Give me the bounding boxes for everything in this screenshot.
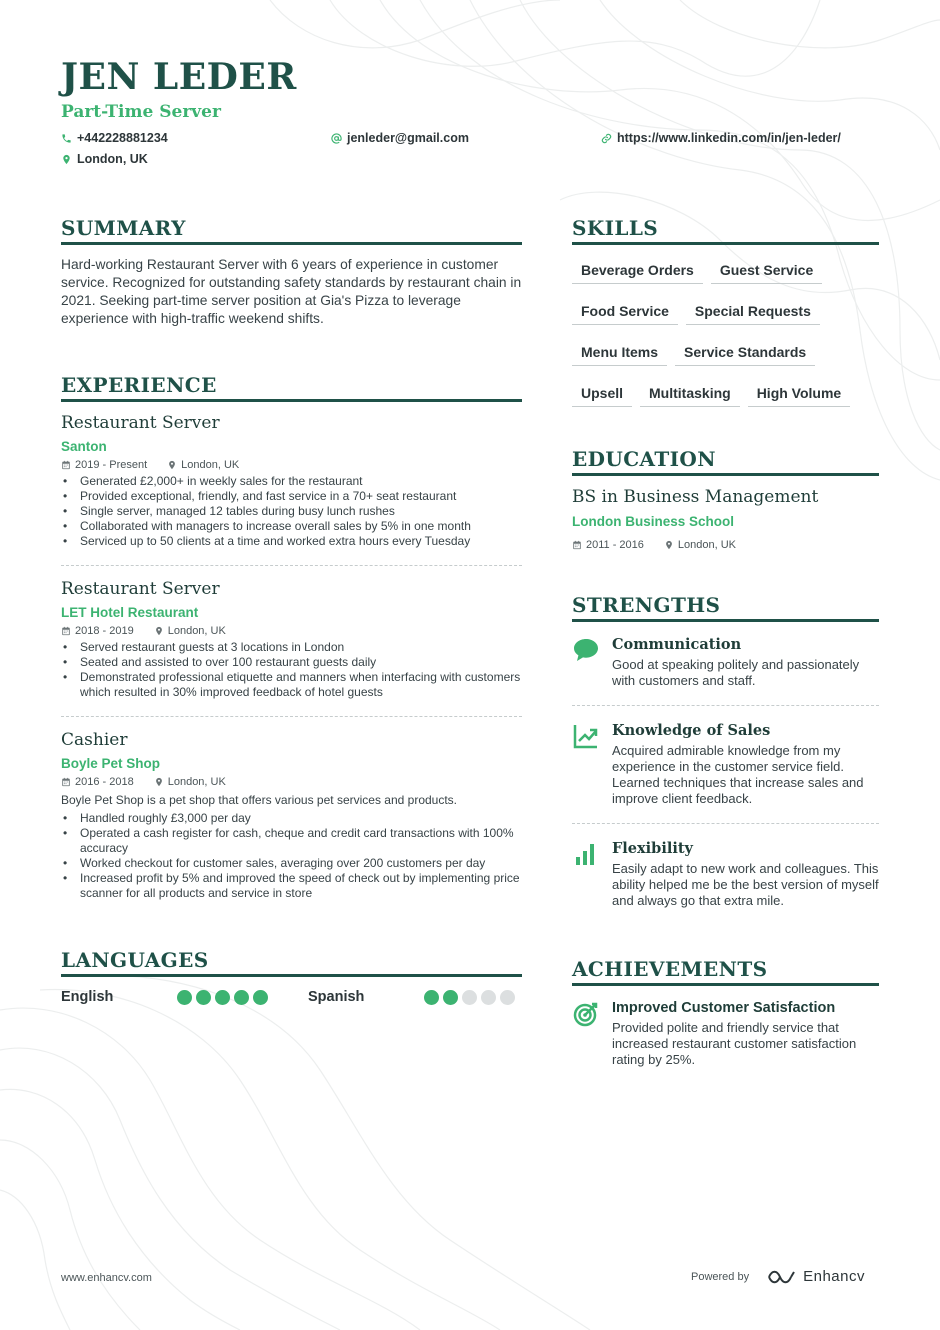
- language-name: English: [61, 989, 114, 1005]
- education-location: London, UK: [677, 539, 737, 551]
- contact-location-text: London, UK: [77, 152, 148, 166]
- job-dates: 2018 - 2019: [75, 625, 134, 637]
- bar-chart-icon: [572, 840, 600, 868]
- level-dot-empty: [481, 990, 496, 1005]
- achievement-item: [572, 1000, 879, 1068]
- level-dot-filled: [177, 990, 192, 1005]
- job-bullet: • Seated and assisted to over 100 restaurant guests daily: [61, 655, 523, 670]
- calendar-icon: [61, 460, 71, 470]
- skill-tag: Service Standards: [675, 340, 815, 366]
- job-title: Cashier: [61, 730, 128, 750]
- skills-heading: SKILLS: [572, 216, 879, 245]
- calendar-icon: [572, 540, 582, 550]
- strength-item: [572, 840, 879, 909]
- footer-website[interactable]: www.enhancv.com: [61, 1272, 152, 1284]
- skill-tag: Beverage Orders: [572, 258, 703, 284]
- skill-tag: Menu Items: [572, 340, 667, 366]
- at-icon: [331, 133, 342, 144]
- job-location: London, UK: [167, 625, 226, 637]
- calendar-icon: [61, 626, 71, 636]
- brand-logo[interactable]: [767, 1268, 865, 1285]
- job-bullet: • Collaborated with managers to increase overall sales by 5% in one month: [61, 519, 523, 534]
- job-location: London, UK: [167, 776, 226, 788]
- location-pin-icon: [154, 626, 164, 636]
- job-meta: [61, 459, 523, 471]
- experience-item: [61, 413, 523, 549]
- job-meta: [61, 776, 523, 788]
- phone-icon: [61, 133, 72, 144]
- education-dates: 2011 - 2016: [586, 539, 644, 551]
- skill-tag: Food Service: [572, 299, 678, 325]
- location-pin-icon: [664, 540, 674, 550]
- job-meta: [61, 625, 523, 637]
- divider: [61, 565, 522, 566]
- job-dates: 2016 - 2018: [75, 776, 134, 788]
- contact-location: [61, 152, 148, 166]
- job-bullet: • Handled roughly £3,000 per day: [61, 811, 523, 826]
- job-company: Santon: [61, 439, 107, 454]
- strength-text: Acquired admirable knowledge from my experience in the customer service field. Learned techniques that increase sales and improve client feedback.: [612, 743, 864, 806]
- job-bullet: • Provided exceptional, friendly, and fast service in a 70+ seat restaurant: [61, 489, 523, 504]
- strength-title: Flexibility: [612, 840, 693, 857]
- education-school: London Business School: [572, 514, 735, 529]
- level-dot-filled: [424, 990, 439, 1005]
- job-dates: 2019 - Present: [75, 459, 148, 471]
- job-bullet: • Generated £2,000+ in weekly sales for the restaurant: [61, 474, 523, 489]
- job-company: LET Hotel Restaurant: [61, 605, 199, 620]
- education-meta: [572, 539, 736, 551]
- strength-text: Easily adapt to new work and colleagues. This ability helped me be the best version of myself and always go that extra mile.: [612, 861, 879, 908]
- footer-branding: [691, 1268, 865, 1285]
- level-dot-filled: [234, 990, 249, 1005]
- divider: [572, 705, 879, 706]
- strength-item: [572, 722, 879, 807]
- education-heading: EDUCATION: [572, 447, 879, 476]
- strength-text: Good at speaking politely and passionately with customers and staff.: [612, 657, 860, 688]
- contact-email-text: jenleder@gmail.com: [347, 131, 469, 145]
- languages-heading: LANGUAGES: [61, 948, 522, 977]
- target-icon: [572, 1000, 600, 1028]
- job-bullet: • Operated a cash register for cash, cheque and credit card transactions with 100% accuracy: [61, 826, 523, 856]
- resume-name: JEN LEDER: [61, 56, 297, 98]
- contact-phone-text: +442228881234: [77, 131, 168, 145]
- location-pin-icon: [154, 777, 164, 787]
- job-location: London, UK: [181, 459, 240, 471]
- powered-by-label: Powered by: [691, 1270, 750, 1283]
- job-bullet: • Worked checkout for customer sales, averaging over 200 customers per day: [61, 856, 523, 871]
- job-bullets: [61, 811, 523, 901]
- link-icon: [601, 133, 612, 144]
- trend-up-icon: [572, 722, 600, 750]
- divider: [572, 823, 879, 824]
- strength-title: Knowledge of Sales: [612, 722, 771, 739]
- level-dot-filled: [215, 990, 230, 1005]
- level-dot-empty: [500, 990, 515, 1005]
- experience-heading: EXPERIENCE: [61, 373, 522, 402]
- level-dot-filled: [253, 990, 268, 1005]
- achievement-text: Provided polite and friendly service that increased restaurant customer satisfaction rating by 25%.: [612, 1020, 857, 1067]
- resume-role: Part-Time Server: [61, 102, 221, 122]
- location-pin-icon: [167, 460, 177, 470]
- calendar-icon: [61, 777, 71, 787]
- experience-item: [61, 730, 523, 901]
- skills-list: [572, 258, 880, 422]
- skill-tag: High Volume: [748, 381, 851, 407]
- summary-text: Hard-working Restaurant Server with 6 years of experience in customer service. Recognized for outstanding safety standards by restaurant chain in 2021. Seeking part-time server position at Gia's Pizza to leverage experience with high-traffic weekend shifts.: [61, 257, 522, 326]
- level-dot-empty: [462, 990, 477, 1005]
- job-bullet: • Increased profit by 5% and improved the speed of check out by implementing price scanner for all products and service in store: [61, 871, 523, 901]
- job-bullet: • Serviced up to 50 clients at a time and worked extra hours every Tuesday: [61, 534, 523, 549]
- job-title: Restaurant Server: [61, 413, 220, 433]
- contact-linkedin-text: https://www.linkedin.com/in/jen-leder/: [617, 131, 841, 145]
- job-company: Boyle Pet Shop: [61, 756, 161, 771]
- summary-heading: SUMMARY: [61, 216, 522, 245]
- language-level: [424, 990, 515, 1005]
- language-name: Spanish: [308, 989, 365, 1005]
- experience-item: [61, 579, 523, 700]
- level-dot-filled: [443, 990, 458, 1005]
- job-bullet: • Demonstrated professional etiquette and manners when interfacing with customers which resulted in 30% improved feedback of hotel guests: [61, 670, 523, 700]
- strengths-heading: STRENGTHS: [572, 593, 879, 622]
- job-bullets: [61, 640, 523, 700]
- education-degree: BS in Business Management: [572, 487, 819, 507]
- job-bullet: • Served restaurant guests at 3 locations in London: [61, 640, 523, 655]
- speech-bubble-icon: [572, 636, 600, 664]
- divider: [61, 716, 522, 717]
- enhancv-logo-icon: [767, 1269, 797, 1285]
- skill-tag: Special Requests: [686, 299, 820, 325]
- strength-item: [572, 636, 879, 689]
- skill-tag: Multitasking: [640, 381, 740, 407]
- strength-title: Communication: [612, 636, 742, 653]
- job-title: Restaurant Server: [61, 579, 220, 599]
- contact-phone[interactable]: [61, 131, 168, 145]
- contact-linkedin[interactable]: [601, 131, 841, 145]
- brand-name: Enhancv: [803, 1268, 865, 1285]
- job-bullets: [61, 474, 523, 549]
- contact-email[interactable]: [331, 131, 469, 145]
- job-bullet: • Single server, managed 12 tables during busy lunch rushes: [61, 504, 523, 519]
- achievement-title: Improved Customer Satisfaction: [612, 1000, 836, 1016]
- level-dot-filled: [196, 990, 211, 1005]
- achievements-heading: ACHIEVEMENTS: [572, 957, 879, 986]
- skill-tag: Guest Service: [711, 258, 822, 284]
- language-level: [177, 990, 268, 1005]
- location-pin-icon: [61, 154, 72, 165]
- skill-tag: Upsell: [572, 381, 632, 407]
- job-description: Boyle Pet Shop is a pet shop that offers various pet services and products.: [61, 793, 458, 807]
